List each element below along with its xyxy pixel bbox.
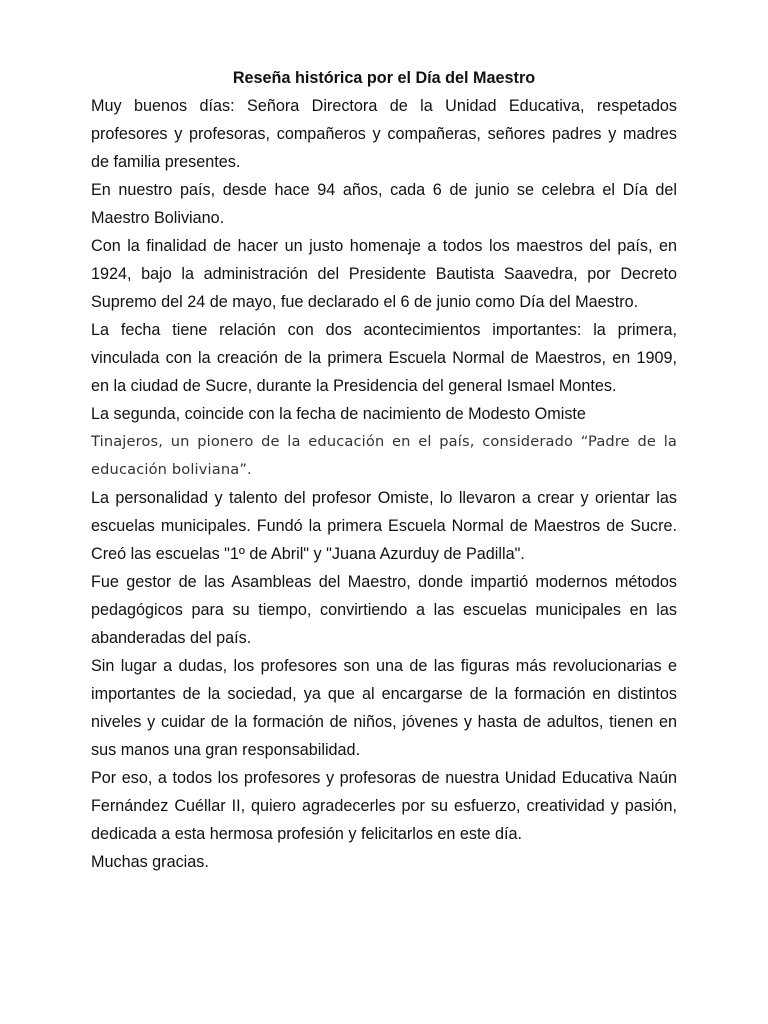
document-page	[91, 66, 677, 876]
paragraph-second-event: La segunda, coincide con la fecha de nacimiento de Modesto Omiste	[91, 405, 586, 423]
paragraph-assemblies: Fue gestor de las Asambleas del Maestro, donde impartió modernos métodos pedagógicos para su tiempo, convirtiendo a las escuelas municipales en las abanderadas del país.	[91, 573, 677, 647]
paragraph-closing: Muchas gracias.	[91, 853, 209, 871]
paragraph-thanks: Por eso, a todos los profesores y profesoras de nuestra Unidad Educativa Naún Fernández Cuéllar II, quiero agradecerles por su esfuerzo, creatividad y pasión, dedicada a esta hermosa profesión y felicitarlos en este día.	[91, 769, 677, 843]
paragraph-omiste-schools: La personalidad y talento del profesor Omiste, lo llevaron a crear y orientar las escuelas municipales. Fundó la primera Escuela Normal de Maestros de Sucre. Creó las escuelas "1º de Abril" y "Juana Azurduy de Padilla".	[91, 489, 677, 563]
document-title: Reseña histórica por el Día del Maestro	[232, 69, 536, 87]
paragraph-first-event: La fecha tiene relación con dos acontecimientos importantes: la primera, vinculada con la creación de la primera Escuela Normal de Maestros, en 1909, en la ciudad de Sucre, durante la Presidencia del general Ismael Montes.	[91, 321, 677, 395]
paragraph-omiste-pioneer: Tinajeros, un pionero de la educación en el país, considerado “Padre de la educación boliviana”.	[91, 433, 677, 478]
paragraph-greeting: Muy buenos días: Señora Directora de la Unidad Educativa, respetados profesores y profesoras, compañeros y compañeras, señores padres y madres de familia presentes.	[91, 97, 677, 171]
paragraph-teachers-role: Sin lugar a dudas, los profesores son una de las figuras más revolucionarias e importantes de la sociedad, ya que al encargarse de la formación en distintos niveles y cuidar de la formación de niños, jóvenes y hasta de adultos, tienen en sus manos una gran responsabilidad.	[91, 657, 677, 759]
paragraph-decree: Con la finalidad de hacer un justo homenaje a todos los maestros del país, en 1924, bajo la administración del Presidente Bautista Saavedra, por Decreto Supremo del 24 de mayo, fue declarado el 6 de junio como Día del Maestro.	[91, 237, 677, 311]
paragraph-celebration: En nuestro país, desde hace 94 años, cada 6 de junio se celebra el Día del Maestro Boliviano.	[91, 181, 677, 227]
